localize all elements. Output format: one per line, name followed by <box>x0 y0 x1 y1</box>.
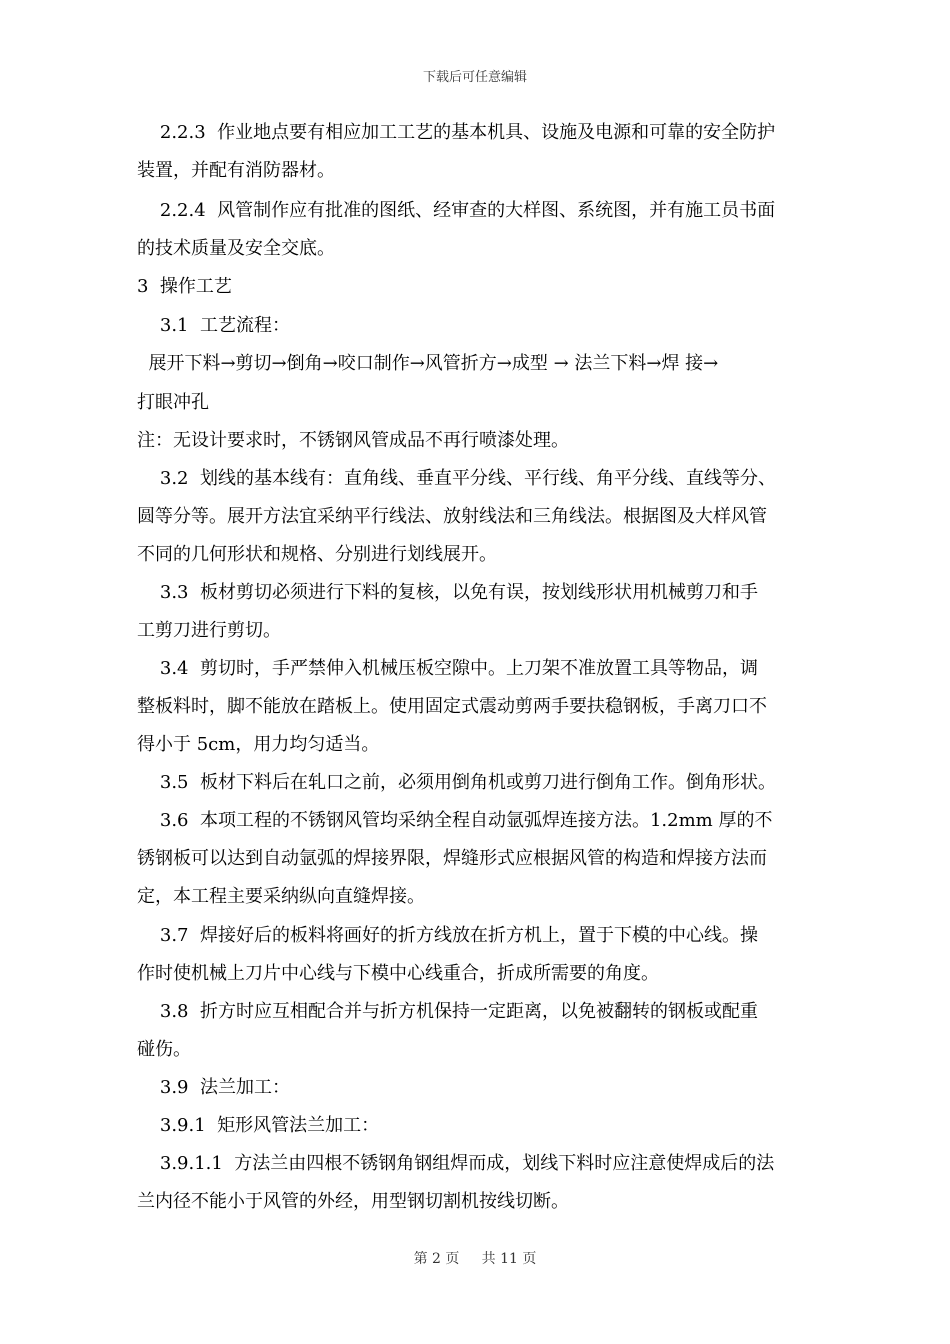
text-line: 3.9.1.1 方法兰由四根不锈钢角钢组焊而成，划线下料时应注意使焊成后的法 <box>137 1153 775 1174</box>
text-line: 锈钢板可以达到自动氩弧的焊接界限，焊缝形式应根据风管的构造和焊接方法而 <box>137 848 767 869</box>
text-line: 3.4 剪切时，手严禁伸入机械压板空隙中。上刀架不准放置工具等物品，调 <box>137 658 758 679</box>
text-line: 打眼冲孔 <box>137 392 209 413</box>
text-line: 圆等分等。展开方法宜采纳平行线法、放射线法和三角线法。根据图及大样风管 <box>137 506 767 527</box>
text-line: 3.2 划线的基本线有：直角线、垂直平分线、平行线、角平分线、直线等分、 <box>137 468 776 489</box>
text-line: 3.9 法兰加工： <box>137 1077 290 1098</box>
text-line: 作时使机械上刀片中心线与下模中心线重合，折成所需要的角度。 <box>137 963 659 984</box>
text-line: 碰伤。 <box>137 1039 191 1060</box>
text-line: 装置，并配有消防器材。 <box>137 160 335 181</box>
process-flow: 展开下料→剪切→倒角→咬口制作→风管折方→成型 → 法兰下料→焊 接→ <box>137 353 719 374</box>
text-line: 整板料时，脚不能放在踏板上。使用固定式震动剪两手要扶稳钢板，手离刀口不 <box>137 696 767 717</box>
text-line: 3.3 板材剪切必须进行下料的复核，以免有误，按划线形状用机械剪刀和手 <box>137 582 758 603</box>
page-footer: 第 2 页 共 11 页 <box>413 1251 537 1267</box>
text-line: 兰内径不能小于风管的外经，用型钢切割机按线切断。 <box>137 1191 569 1212</box>
text-line: 定，本工程主要采纳纵向直缝焊接。 <box>137 886 425 907</box>
section-heading: 3 操作工艺 <box>137 276 232 297</box>
text-line: 2.2.4 风管制作应有批准的图纸、经审查的大样图、系统图，并有施工员书面 <box>137 200 776 221</box>
text-line: 2.2.3 作业地点要有相应加工工艺的基本机具、设施及电源和可靠的安全防护 <box>137 122 776 143</box>
text-line: 不同的几何形状和规格、分别进行划线展开。 <box>137 544 497 565</box>
text-line: 3.1 工艺流程： <box>137 315 290 336</box>
text-line: 3.6 本项工程的不锈钢风管均采纳全程自动氩弧焊连接方法。1.2mm 厚的不 <box>137 810 773 831</box>
text-line: 的技术质量及安全交底。 <box>137 238 335 259</box>
text-line: 3.5 板材下料后在轧口之前，必须用倒角机或剪刀进行倒角工作。倒角形状。 <box>137 772 776 793</box>
text-line: 3.8 折方时应互相配合并与折方机保持一定距离，以免被翻转的钢板或配重 <box>137 1001 758 1022</box>
text-line: 得小于 5cm，用力均匀适当。 <box>137 734 380 755</box>
note-line: 注：无设计要求时，不锈钢风管成品不再行喷漆处理。 <box>137 430 569 451</box>
text-line: 3.9.1 矩形风管法兰加工： <box>137 1115 380 1136</box>
text-line: 工剪刀进行剪切。 <box>137 620 281 641</box>
page-header: 下载后可任意编辑 <box>422 70 527 85</box>
text-line: 3.7 焊接好后的板料将画好的折方线放在折方机上，置于下模的中心线。操 <box>137 925 758 946</box>
